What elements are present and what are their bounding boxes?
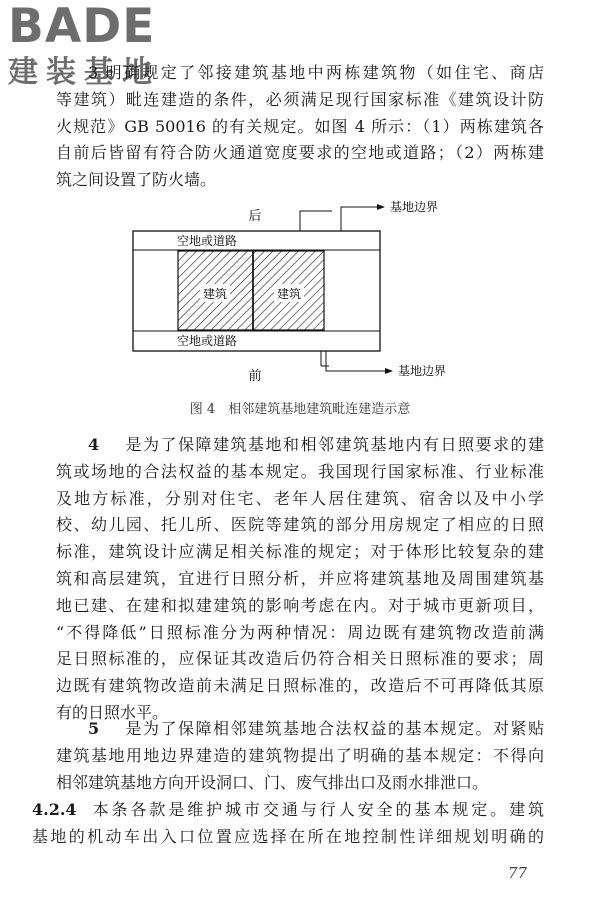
boundary-bottom-leader [326, 351, 385, 371]
item-4-2-4-line: 基地的机动车出入口位置应选择在所在地控制性详细规划明确的 [32, 826, 544, 846]
item-5-paragraph [56, 716, 544, 796]
item-3-line: 等建筑）毗连建造的条件，必须满足现行国家标准《建筑设计防 [56, 89, 544, 109]
item-4-line: 边既有建筑物改造前未满足日照标准的，改造后不可再降低其原 [56, 676, 544, 696]
item-5-number: 5 [88, 719, 100, 738]
label-building-left: 建筑 [202, 287, 228, 301]
item-5-first-line [56, 716, 544, 743]
item-4-line: 筑和高层建筑，宜进行日照分析，并应将建筑基地及周围建筑基 [56, 568, 544, 588]
boundary-top-leader [341, 207, 377, 231]
item-4-2-4-line: 本条各款是维护城市交通与行人安全的基本规定。建筑 [92, 800, 544, 819]
item-4-line: 是为了保障建筑基地和相邻建筑基地内有日照要求的建 [125, 435, 544, 454]
item-4-first-line [56, 432, 544, 459]
figure-4-diagram [120, 200, 480, 390]
item-4-paragraph [56, 432, 544, 727]
item-4-line: 有的日照水平。 [56, 702, 169, 722]
label-front: 前 [248, 369, 262, 384]
item-4-2-4-number: 4.2.4 [32, 800, 77, 819]
item-5-line: 建筑基地用地边界建造的建筑物提出了明确的基本规定：不得向 [56, 745, 544, 765]
logo-wordmark [8, 2, 178, 52]
item-4-number: 4 [88, 435, 100, 454]
item-4-line: 标准，建筑设计应满足相关标准的规定；对于体形比较复杂的建 [56, 542, 544, 562]
label-top-road: 空地或道路 [176, 234, 238, 248]
item-5-line: 是为了保障相邻建筑基地合法权益的基本规定。对紧贴 [125, 719, 544, 738]
label-building-right: 建筑 [276, 287, 302, 301]
page-number: 77 [508, 864, 528, 882]
item-3-line: 自前后皆留有符合防火通道宽度要求的空地或道路；（2）两栋建 [56, 143, 544, 163]
label-boundary-top: 基地边界 [390, 200, 439, 214]
item-3-line: 筑之间设置了防火墙。 [56, 170, 217, 190]
figure-caption: 图 4 相邻建筑基地建筑毗连建造示意 [189, 402, 411, 417]
item-4-line: 筑或场地的合法权益的基本规定。我国现行国家标准、行业标准 [56, 461, 544, 481]
item-4-line: 地已建、在建和拟建建筑的影响考虑在内。对于城市更新项目， [56, 595, 544, 615]
label-boundary-bottom: 基地边界 [398, 364, 447, 378]
label-back: 后 [248, 209, 262, 224]
item-4-line: 及地方标准，分别对住宅、老年人居住建筑、宿舍以及中小学 [56, 488, 544, 508]
item-4-2-4-first-line [32, 797, 544, 824]
logo-subtitle: 建装基地 [8, 55, 160, 90]
item-3-line: 火规范》GB 50016 的有关规定。如图 4 所示：（1）两栋建筑各 [56, 116, 544, 136]
arrow-bottom [385, 368, 393, 374]
item-3-paragraph [56, 60, 544, 194]
item-4-line: 足日照标准的，应保证其改造后仍符合相关日照标准的要求；周 [56, 649, 544, 669]
logo-text-top: BADE [8, 0, 156, 54]
item-4-line: 校、幼儿园、托儿所、医院等建筑的部分用房规定了相应的日照 [56, 515, 544, 535]
arrow-top [377, 204, 385, 210]
item-5-line: 相邻建筑基地方向开设洞口、门、废气排出口及雨水排泄口。 [56, 772, 489, 792]
item-3-line: 3 明确规定了邻接建筑基地中两栋建筑物（如住宅、商店 [88, 63, 544, 82]
item-4-2-4-paragraph [32, 797, 544, 851]
item-4-line: “不得降低”日照标准分为两种情况：周边既有建筑物改造前满 [56, 622, 544, 642]
label-bottom-road: 空地或道路 [176, 334, 238, 348]
